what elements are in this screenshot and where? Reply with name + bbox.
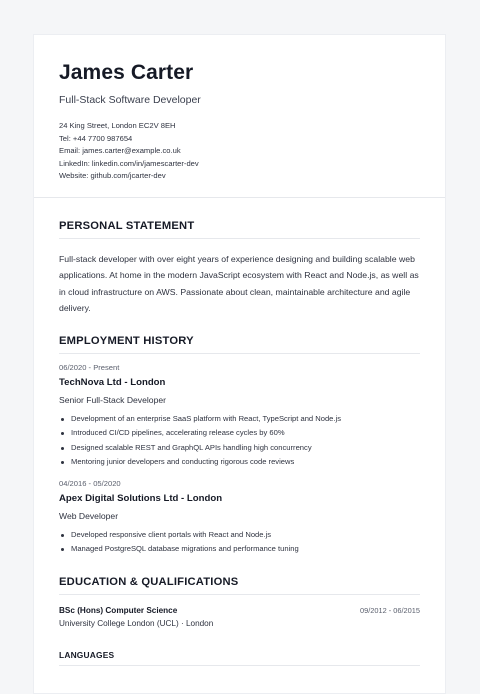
cv-body — [34, 220, 445, 666]
section-title-languages: LANGUAGES — [59, 650, 420, 666]
candidate-name: James Carter — [59, 61, 194, 84]
job-entry — [59, 479, 420, 557]
job-achievements — [59, 528, 420, 557]
list-item: Developed responsive client portals with React and Node.js — [59, 528, 420, 543]
job-dates: 06/2020 - Present — [59, 362, 120, 372]
job-achievements — [59, 412, 420, 470]
contact-website: Website: github.com/jcarter-dev — [59, 171, 166, 181]
education-entry — [59, 605, 420, 629]
list-item: Mentoring junior developers and conducting rigorous code reviews — [59, 455, 420, 470]
job-company: Apex Digital Solutions Ltd - London — [59, 492, 223, 504]
job-company: TechNova Ltd - London — [59, 376, 166, 388]
contact-details — [59, 120, 420, 183]
contact-email: Email: james.carter@example.co.uk — [59, 146, 181, 156]
list-item: Introduced CI/CD pipelines, accelerating release cycles by 60% — [59, 426, 420, 441]
job-entry — [59, 363, 420, 470]
contact-phone: Tel: +44 7700 987654 — [59, 133, 133, 143]
list-item: Managed PostgreSQL database migrations and performance tuning — [59, 542, 420, 557]
section-title-education: EDUCATION & QUALIFICATIONS — [59, 576, 420, 595]
education-degree: BSc (Hons) Computer Science — [59, 605, 178, 615]
section-title-personal-statement: PERSONAL STATEMENT — [59, 220, 420, 239]
education-dates: 09/2012 - 06/2015 — [360, 605, 420, 615]
list-item: Designed scalable REST and GraphQL APIs handling high concurrency — [59, 441, 420, 456]
section-title-employment: EMPLOYMENT HISTORY — [59, 335, 420, 354]
candidate-role: Full-Stack Software Developer — [59, 94, 201, 106]
job-role: Senior Full-Stack Developer — [59, 394, 166, 405]
contact-linkedin: LinkedIn: linkedin.com/in/jamescarter-dev — [59, 158, 199, 168]
personal-statement-text: Full-stack developer with over eight years of experience designing and building scalable web applications. At home in the modern JavaScript ecosystem with React and Node.js, as well as in cloud infrastructure on AWS. Passionate about clean, maintainable architecture and agile delivery. — [59, 253, 419, 314]
contact-address: 24 King Street, London EC2V 8EH — [59, 121, 176, 130]
cv-page — [33, 34, 446, 694]
cv-header — [34, 35, 445, 198]
education-school: University College London (UCL) · London — [59, 618, 214, 628]
job-dates: 04/2016 - 05/2020 — [59, 478, 121, 488]
list-item: Development of an enterprise SaaS platform with React, TypeScript and Node.js — [59, 412, 420, 427]
job-role: Web Developer — [59, 510, 119, 521]
